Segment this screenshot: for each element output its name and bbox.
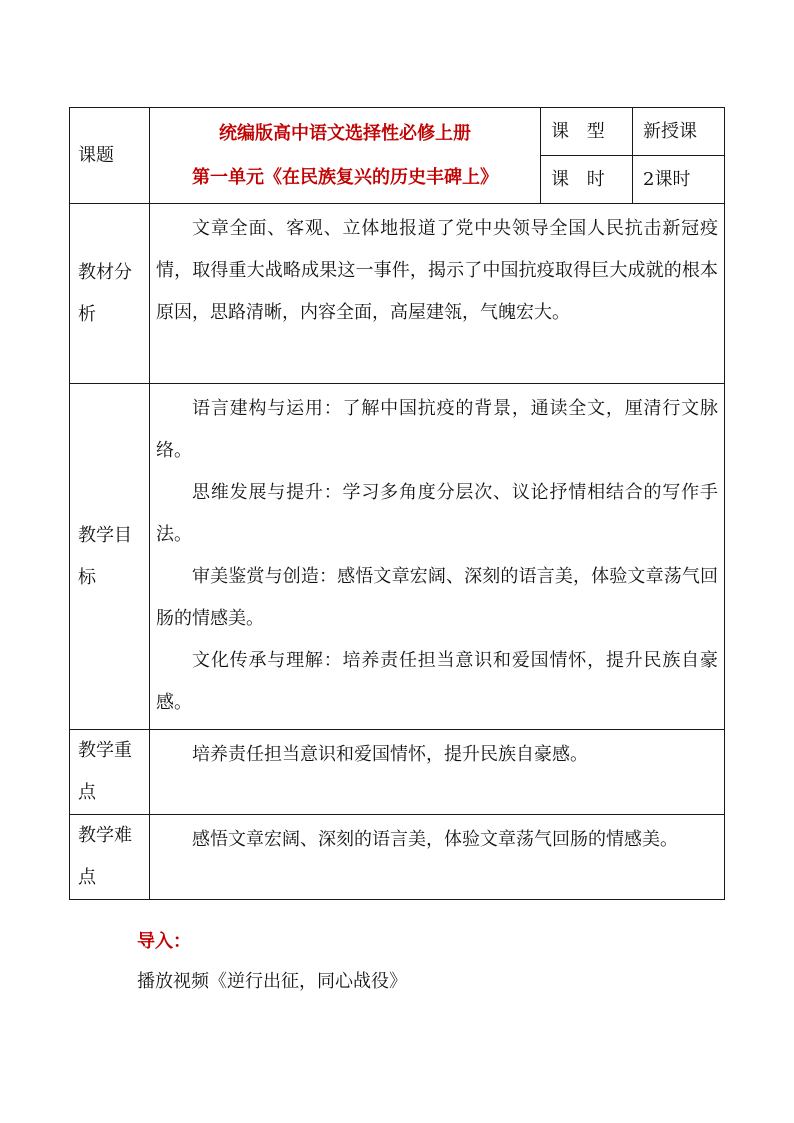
goals-content-cell [150,384,725,730]
hours-value: 2课时 [633,156,725,204]
goal-language: 语言建构与运用：了解中国抗疫的背景，通读全文，厘清行文脉络。 [156,398,718,461]
course-type-value: 新授课 [633,108,725,156]
goal-thinking: 思维发展与提升：学习多角度分层次、议论抒情相结合的写作手法。 [156,482,718,545]
analysis-content-cell [150,204,725,384]
course-type-label: 课 型 [541,108,633,156]
hours-label: 课 时 [541,156,633,204]
difficulty-label-cell [70,815,150,900]
subject-label-cell [70,108,150,204]
lead-in-title: 导入： [137,931,191,952]
lesson-title-cell [150,108,541,204]
focus-label-cell [70,730,150,815]
focus-content-cell [150,730,725,815]
lesson-plan-table [69,107,725,900]
lead-in-section [137,928,407,996]
goal-aesthetic: 审美鉴赏与创造：感悟文章宏阔、深刻的语言美，体验文章荡气回肠的情感美。 [156,566,718,629]
goals-label-cell [70,384,150,730]
analysis-label-cell [70,204,150,384]
lead-in-body: 播放视频《逆行出征，同心战役》 [137,971,407,992]
lesson-title-line2: 第一单元《在民族复兴的历史丰碑上》 [192,166,498,188]
difficulty-label: 教学难点 [78,825,132,888]
goal-culture: 文化传承与理解：培养责任担当意识和爱国情怀，提升民族自豪感。 [156,650,718,713]
subject-label: 课题 [78,144,114,166]
difficulty-text: 感悟文章宏阔、深刻的语言美，体验文章荡气回肠的情感美。 [192,829,678,850]
analysis-text: 文章全面、客观、立体地报道了党中央领导全国人民抗击新冠疫情，取得重大战略成果这一事件，揭示了中国抗疫取得巨大成就的根本原因，思路清晰，内容全面，高屋建瓴，气魄宏大。 [156,218,718,323]
focus-text: 培养责任担当意识和爱国情怀，提升民族自豪感。 [192,744,588,765]
analysis-label: 教材分析 [78,261,132,325]
lesson-title-line1: 统编版高中语文选择性必修上册 [219,122,471,144]
goals-label: 教学目标 [78,524,132,588]
focus-label: 教学重点 [78,740,132,803]
difficulty-content-cell [150,815,725,900]
